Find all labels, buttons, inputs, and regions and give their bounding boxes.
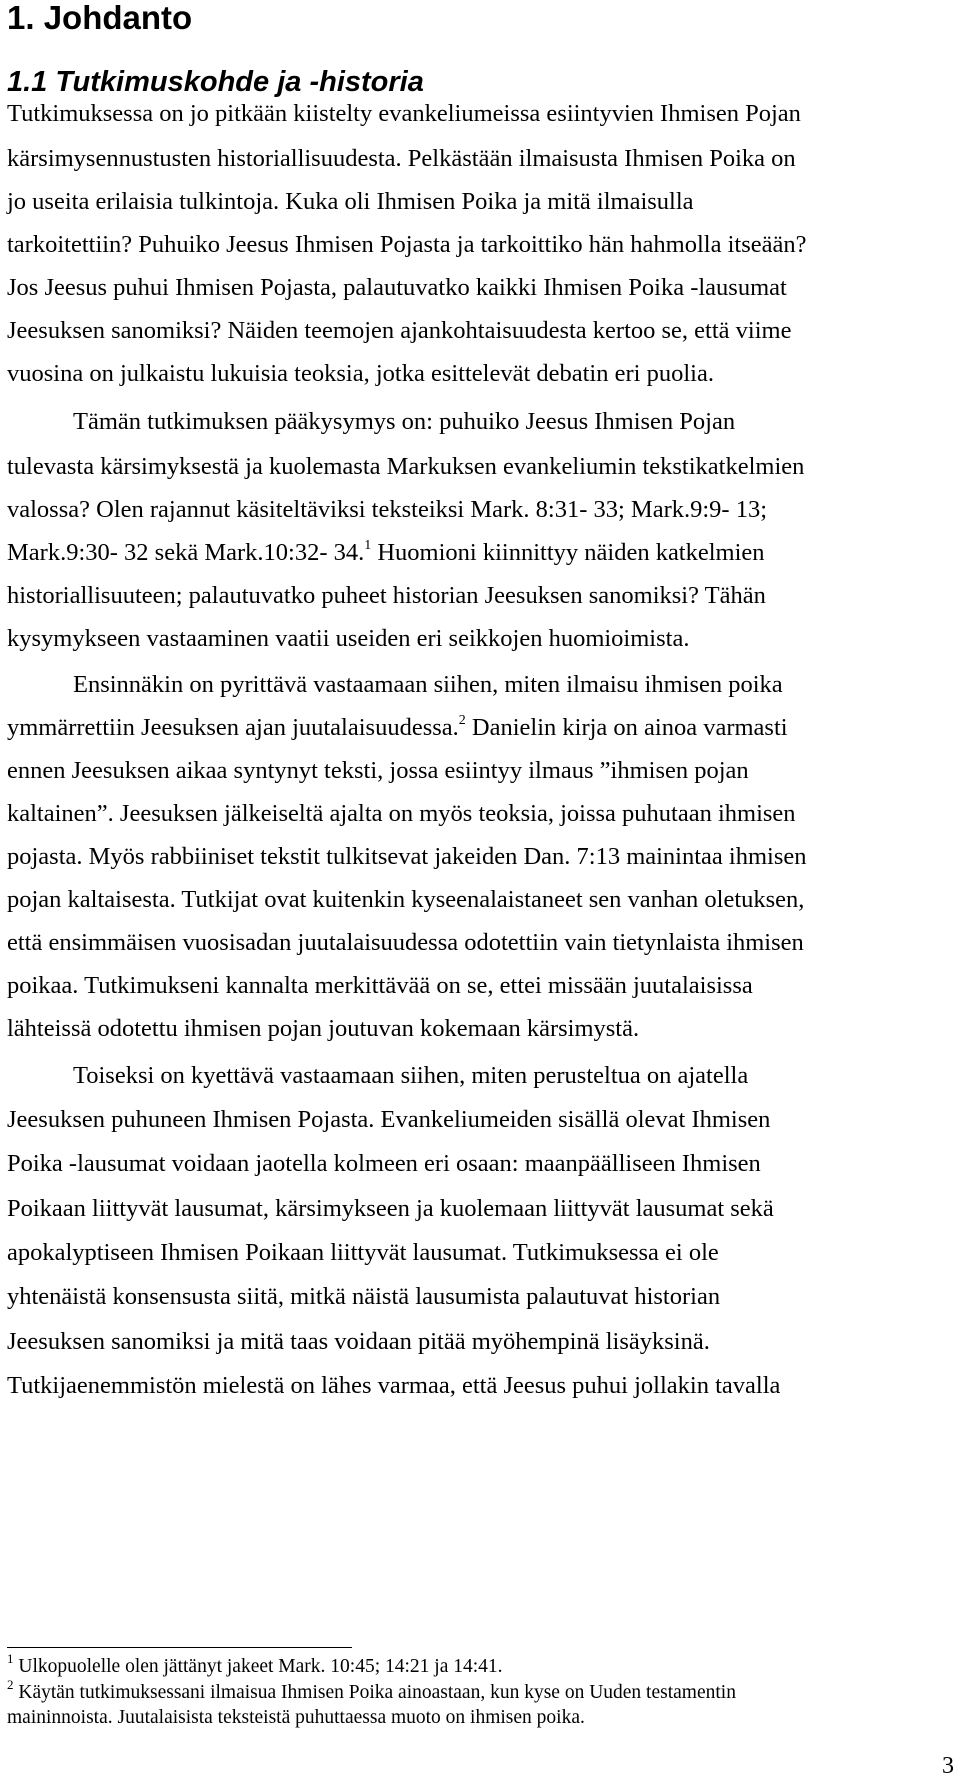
body-line: Jeesuksen puhuneen Ihmisen Pojasta. Evankeliumeiden sisällä olevat Ihmisen — [7, 1106, 771, 1133]
body-line: Jos Jeesus puhui Ihmisen Pojasta, palautuvatko kaikki Ihmisen Poika -lausumat — [7, 274, 787, 301]
body-line: kysymykseen vastaaminen vaatii useiden eri seikkojen huomioimista. — [7, 625, 690, 652]
body-line: Ensinnäkin on pyrittävä vastaamaan siihen, miten ilmaisu ihmisen poika — [73, 671, 783, 698]
footnote-ref[interactable]: 1 — [364, 538, 372, 553]
body-line: kärsimysennustusten historiallisuudesta. Pelkästään ilmaisusta Ihmisen Poika on — [7, 145, 796, 172]
body-line: apokalyptiseen Ihmisen Poikaan liittyvät lausumat. Tutkimuksessa ei ole — [7, 1239, 719, 1266]
body-line: pojan kaltaisesta. Tutkijat ovat kuitenkin kyseenalaistaneet sen vanhan oletuksen, — [7, 886, 805, 913]
body-line: Tutkijaenemmistön mielestä on lähes varmaa, että Jeesus puhui jollakin tavalla — [7, 1372, 781, 1399]
footnote-text: Käytän tutkimuksessani ilmaisua Ihmisen Poika ainoastaan, kun kyse on Uuden testamentin — [18, 1682, 736, 1703]
body-line: jo useita erilaisia tulkintoja. Kuka oli Ihmisen Poika ja mitä ilmaisulla — [7, 188, 694, 215]
body-text-span: ymmärrettiin Jeesuksen ajan juutalaisuudessa. — [7, 714, 459, 741]
body-line: Poika -lausumat voidaan jaotella kolmeen eri osaan: maanpäälliseen Ihmisen — [7, 1150, 761, 1177]
body-line: lähteissä odotettu ihmisen pojan joutuvan kokemaan kärsimystä. — [7, 1015, 640, 1042]
body-line — [7, 538, 956, 568]
body-line: Tämän tutkimuksen pääkysymys on: puhuiko Jeesus Ihmisen Pojan — [73, 408, 736, 435]
chapter-heading: 1. Johdanto — [7, 0, 193, 36]
body-text-span: Huomioni kiinnittyy näiden katkelmien — [371, 539, 765, 566]
body-line: ennen Jeesuksen aikaa syntynyt teksti, jossa esiintyy ilmaus ”ihmisen pojan — [7, 757, 749, 784]
footnote-number: 1 — [7, 1651, 14, 1666]
body-line: Toiseksi on kyettävä vastaamaan siihen, miten perusteltua on ajatella — [73, 1062, 749, 1089]
body-line: tarkoitettiin? Puhuiko Jeesus Ihmisen Pojasta ja tarkoittiko hän hahmolla itseään? — [7, 231, 807, 258]
body-line: Tutkimuksessa on jo pitkään kiistelty evankeliumeissa esiintyvien Ihmisen Pojan — [7, 100, 801, 127]
body-line: että ensimmäisen vuosisadan juutalaisuudessa odotettiin vain tietynlaista ihmisen — [7, 929, 804, 956]
body-line: Poikaan liittyvät lausumat, kärsimykseen ja kuolemaan liittyvät lausumat sekä — [7, 1195, 774, 1222]
body-line: yhtenäistä konsensusta siitä, mitkä näistä lausumista palautuvat historian — [7, 1283, 721, 1310]
body-line: pojasta. Myös rabbiiniset tekstit tulkitsevat jakeiden Dan. 7:13 mainintaa ihmisen — [7, 843, 807, 870]
footnote — [7, 1651, 503, 1679]
body-line: tulevasta kärsimyksestä ja kuolemasta Markuksen evankeliumin tekstikatkelmien — [7, 453, 805, 480]
body-line: poikaa. Tutkimukseni kannalta merkittävää on se, ettei missään juutalaisissa — [7, 972, 753, 999]
footnote-text: Ulkopuolelle olen jättänyt jakeet Mark. 10:45; 14:21 ja 14:41. — [18, 1656, 503, 1677]
footnote-number: 2 — [7, 1677, 14, 1692]
body-text-span: Danielin kirja on ainoa varmasti — [465, 714, 788, 741]
body-line: Jeesuksen sanomiksi? Näiden teemojen ajankohtaisuudesta kertoo se, että viime — [7, 317, 792, 344]
section-heading: 1.1 Tutkimuskohde ja -historia — [7, 66, 424, 98]
body-line: vuosina on julkaistu lukuisia teoksia, jotka esittelevät debatin eri puolia. — [7, 360, 714, 387]
footnote-continuation: maininnoista. Juutalaisista teksteistä puhuttaessa muoto on ihmisen poika. — [7, 1707, 585, 1728]
footnote — [7, 1677, 736, 1705]
footnote-separator — [7, 1647, 352, 1648]
body-line: Jeesuksen sanomiksi ja mitä taas voidaan pitää myöhempinä lisäyksinä. — [7, 1328, 710, 1355]
body-line: valossa? Olen rajannut käsiteltäviksi teksteiksi Mark. 8:31- 33; Mark.9:9- 13; — [7, 496, 768, 523]
body-line — [7, 713, 956, 743]
footnote-ref[interactable]: 2 — [458, 713, 466, 728]
body-line: historiallisuuteen; palautuvatko puheet historian Jeesuksen sanomiksi? Tähän — [7, 582, 766, 609]
page-number: 3 — [942, 1753, 954, 1779]
body-text-span: Mark.9:30- 32 sekä Mark.10:32- 34. — [7, 539, 365, 566]
body-line: kaltainen”. Jeesuksen jälkeiseltä ajalta on myös teoksia, joissa puhutaan ihmisen — [7, 800, 796, 827]
